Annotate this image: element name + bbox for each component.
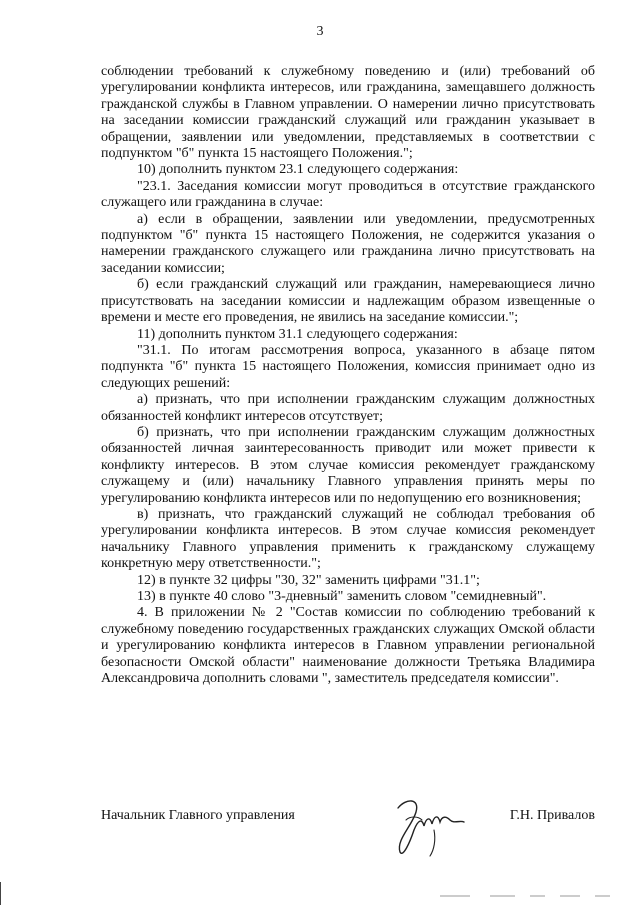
paragraph: б) если гражданский служащий или гражданин, намеревающиеся лично присутствовать на заседании комиссии и надлежащим образом извещенные о времени и месте его проведения, не явились на заседание комиссии."; (101, 277, 595, 326)
paragraph: 12) в пункте 32 цифры "30, 32" заменить цифрами "31.1"; (137, 572, 480, 588)
paragraph: б) признать, что при исполнении гражданским служащим должностных обязанностей личная заинтересованность приводит или может привести к конфликту интересов. В этом случае комиссия рекомендует гражданскому служащему и (или) начальнику Главного управления принять меры по урегулированию конфликта интересов или по недопущению его возникновения; (101, 424, 595, 506)
document-body (101, 64, 595, 687)
paragraph: 10) дополнить пунктом 23.1 следующего содержания: (137, 162, 459, 178)
signature-block (101, 790, 595, 870)
paragraph: 4. В приложении № 2 "Состав комиссии по соблюдению требований к служебному поведению государственных гражданских служащих Омской области и урегулированию конфликта интересов в Главном управлении региональной безопасности Омской области" наименование должности Третьяка Владимира Александровича дополнить словами ", заместитель председателя комиссии". (101, 605, 595, 687)
signatory-title: Начальник Главного управления (101, 808, 295, 823)
paragraph: 13) в пункте 40 слово "3-дневный" заменить словом "семидневный". (137, 589, 547, 604)
paragraph: "23.1. Заседания комиссии могут проводиться в отсутствие гражданского служащего или гражданина в случае: (101, 178, 595, 211)
paragraph: в) признать, что гражданский служащий не соблюдал требования об урегулировании конфликта интересов. В этом случае комиссия рекомендует начальнику Главного управления применить к гражданскому служащему конкретную меру ответственности."; (101, 506, 595, 572)
scan-artifacts (0, 880, 640, 905)
paragraph: а) если в обращении, заявлении или уведомлении, предусмотренных подпунктом "б" пункта 15 настоящего Положения, не содержится указания о намерении гражданского служащего или гражданина лично присутствовать на заседании комиссии; (101, 211, 595, 276)
paragraph: а) признать, что при исполнении гражданским служащим должностных обязанностей конфликт интересов отсутствует; (101, 392, 595, 424)
paragraph: 11) дополнить пунктом 31.1 следующего содержания: (137, 326, 458, 342)
paragraph: соблюдении требований к служебному поведению и (или) требований об урегулировании конфликта интересов, или гражданина, замещавшего должность гражданской службы в Главном управлении. О намерении лично присутствовать на заседании комиссии гражданский служащий или гражданин указывает в обращении, заявлении или уведомлении, представляемых в соответствии с подпунктом "б" пункта 15 настоящего Положения."; (101, 64, 595, 162)
page-number: 3 (316, 24, 324, 39)
handwritten-signature (376, 790, 476, 860)
signatory-name: Г.Н. Привалов (509, 808, 595, 823)
paragraph: "31.1. По итогам рассмотрения вопроса, указанного в абзаце пятом подпункта "б" пункта 15 настоящего Положения, комиссия принимает одно из следующих решений: (101, 342, 595, 391)
